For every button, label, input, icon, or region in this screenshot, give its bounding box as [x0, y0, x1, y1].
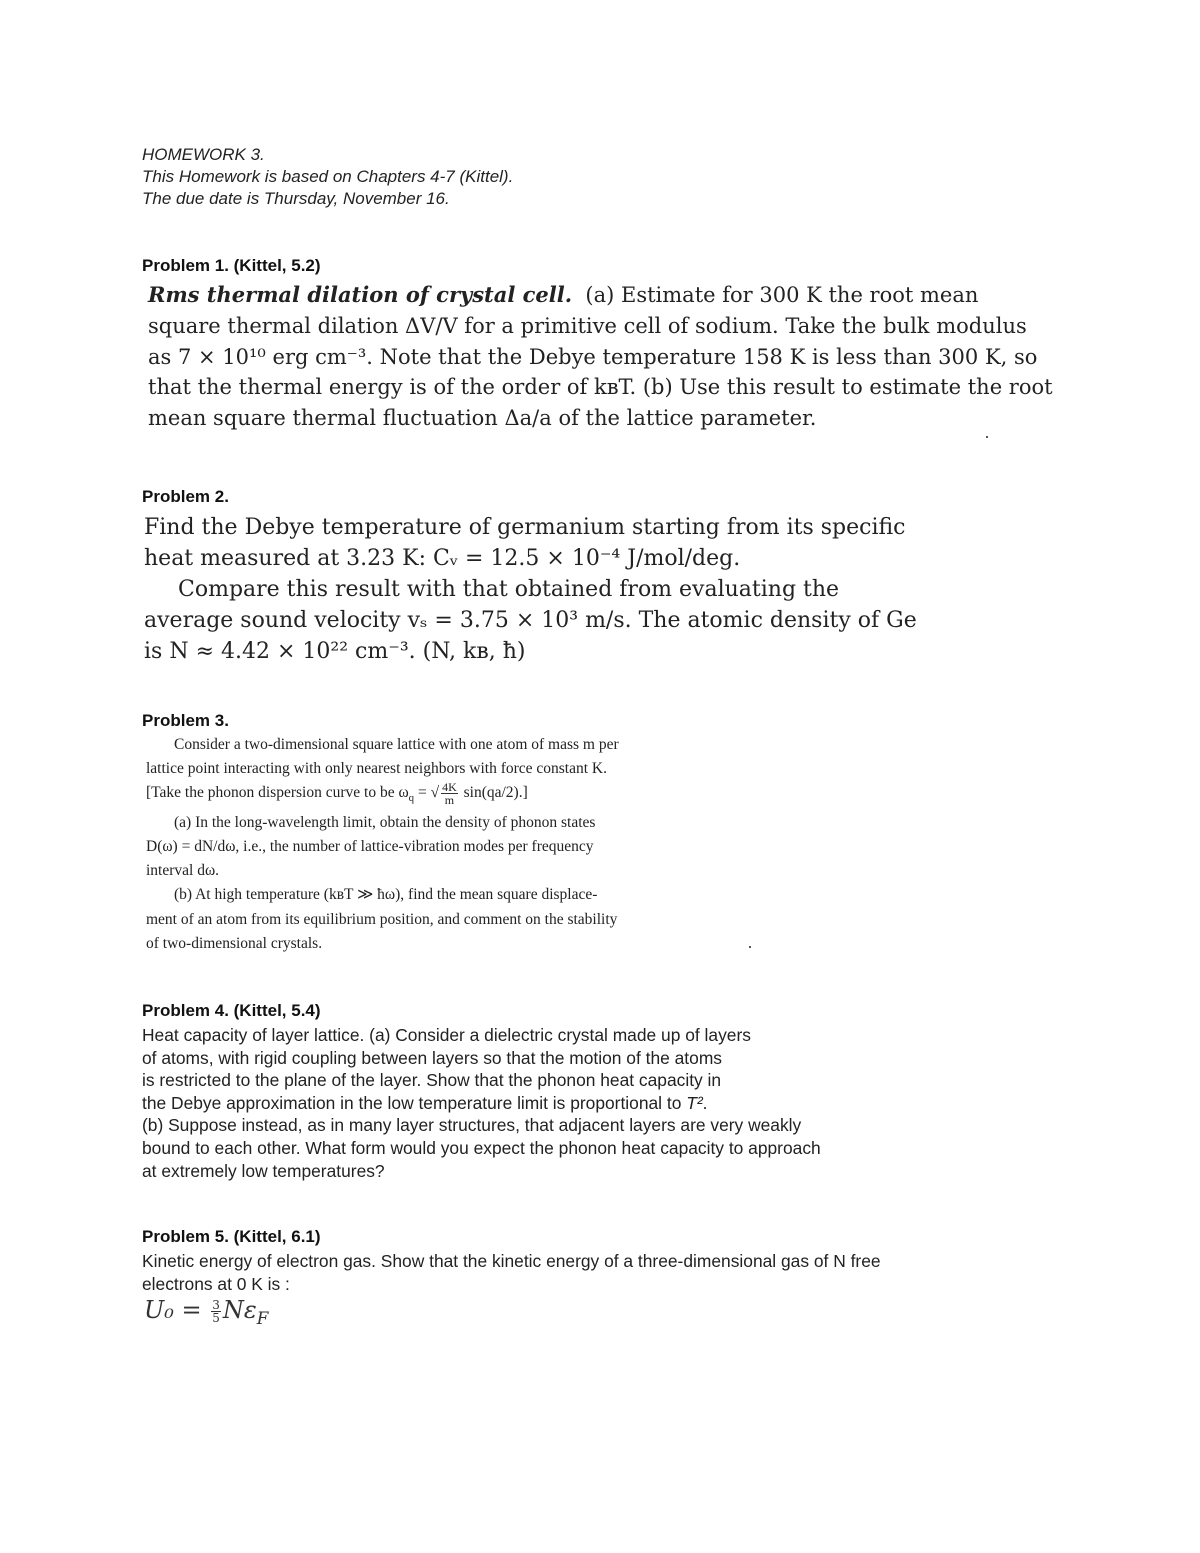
problem3-line-5: D(ω) = dN/dω, i.e., the number of lattice-vibration modes per frequency [146, 837, 594, 855]
stray-mark-2 [749, 946, 751, 948]
problem2-line-2: heat measured at 3.23 K: Cᵥ = 12.5 × 10⁻⁴ J/mol/deg. [144, 546, 741, 571]
problem4-line-6: bound to each other. What form would you expect the phonon heat capacity to approach [142, 1137, 821, 1158]
problem4-line-4-text: the Debye approximation in the low temperature limit is proportional to [142, 1092, 687, 1113]
problem5-line-2: electrons at 0 K is : [142, 1273, 290, 1294]
problem1-line-5: mean square thermal fluctuation Δa/a of the lattice parameter. [148, 406, 817, 431]
problem1-lead: Rms thermal dilation of crystal cell. [148, 282, 573, 307]
problem4-line-4 [142, 1092, 821, 1115]
problem4-line-5: (b) Suppose instead, as in many layer structures, that adjacent layers are very weakly [142, 1115, 802, 1136]
problem3-line-3a: [Take the phonon dispersion curve to be ω [146, 784, 409, 802]
problem1-line-3: as 7 × 10¹⁰ erg cm⁻³. Note that the Debye temperature 158 K is less than 300 K, so [148, 344, 1038, 369]
problem2-line-4: average sound velocity vₛ = 3.75 × 10³ m/s. The atomic density of Ge [144, 608, 917, 633]
homework-due-date: The due date is Thursday, November 16. [142, 189, 450, 208]
problem3-q-sub: q [408, 792, 415, 805]
sqrt-fraction [441, 781, 458, 806]
problem1-line-1 [148, 280, 1053, 311]
problem4-title: Problem 4. (Kittel, 5.4) [142, 1001, 321, 1020]
equation-fermi-sub: F [256, 1307, 269, 1328]
sqrt-fraction-numerator: 4K [442, 780, 457, 795]
problem4-line-7: at extremely low temperatures? [142, 1160, 385, 1181]
problem4-line-2: of atoms, with rigid coupling between layers so that the motion of the atoms [142, 1047, 722, 1068]
problem3-title: Problem 3. [142, 711, 229, 730]
problem3-line-6: interval dω. [146, 862, 220, 880]
problem4-line-3: is restricted to the plane of the layer. Show that the phonon heat capacity in [142, 1070, 722, 1091]
problem2-title: Problem 2. [142, 487, 229, 506]
problem3-line-1: Consider a two-dimensional square lattice with one atom of mass m per [174, 736, 619, 753]
problem5-title: Problem 5. (Kittel, 6.1) [142, 1227, 321, 1246]
problem2-body [144, 512, 917, 667]
equation-fraction [211, 1299, 221, 1324]
t-squared: T² [686, 1092, 703, 1113]
problem3-line-2: lattice point interacting with only nearest neighbors with force constant K. [146, 760, 607, 778]
equation-lhs: U₀ = [144, 1296, 210, 1324]
problem4-line-4-period: . [702, 1092, 708, 1113]
problem1-line-4: that the thermal energy is of the order of kʙT. (b) Use this result to estimate the root [148, 375, 1053, 400]
equation-fraction-denominator: 5 [212, 1311, 220, 1325]
equation-rhs: Nε [222, 1296, 257, 1324]
homework-title: HOMEWORK 3. [142, 145, 265, 164]
problem3-line-3b: sin(qa/2).] [463, 784, 528, 802]
problem3-line-8: ment of an atom from its equilibrium position, and comment on the stability [146, 910, 618, 928]
problem3-line-3: [Take the phonon dispersion curve to be $\omega_q$ = √ $\frac{4K}{m}$ sin(qa/2).] [146, 780, 528, 808]
problem3-line-4: (a) In the long-wavelength limit, obtain the density of phonon states [174, 813, 596, 831]
problem2-line-5: is N ≈ 4.42 × 10²² cm⁻³. (N, kʙ, ħ) [144, 639, 526, 664]
problem3-body [146, 733, 619, 956]
equation-fraction-numerator: 3 [212, 1298, 220, 1312]
problem1-title: Problem 1. (Kittel, 5.2) [142, 256, 321, 275]
sqrt-fraction-denominator: m [444, 793, 455, 808]
problem2-line-3: Compare this result with that obtained from evaluating the [178, 577, 840, 602]
stray-mark [986, 436, 988, 438]
problem1-line-2: square thermal dilation ΔV/V for a primitive cell of sodium. Take the bulk modulus [148, 313, 1027, 338]
problem1-line-1-text: (a) Estimate for 300 K the root mean [585, 283, 979, 307]
kinetic-energy-equation [144, 1296, 268, 1328]
problem5-line-1: Kinetic energy of electron gas. Show that the kinetic energy of a three-dimensional gas of N free [142, 1251, 881, 1271]
problem4-line-1: Heat capacity of layer lattice. (a) Consider a dielectric crystal made up of layers [142, 1025, 751, 1045]
problem1-body [148, 280, 1053, 434]
problem5-body [142, 1250, 881, 1295]
problem4-body [142, 1024, 821, 1182]
problem2-line-1: Find the Debye temperature of germanium starting from its specific [144, 515, 906, 540]
homework-chapters-line: This Homework is based on Chapters 4-7 (Kittel). [142, 167, 514, 186]
problem3-line-9: of two-dimensional crystals. [146, 934, 323, 952]
problem3-line-7: (b) At high temperature (kʙT ≫ ħω), find the mean square displace- [174, 886, 598, 904]
